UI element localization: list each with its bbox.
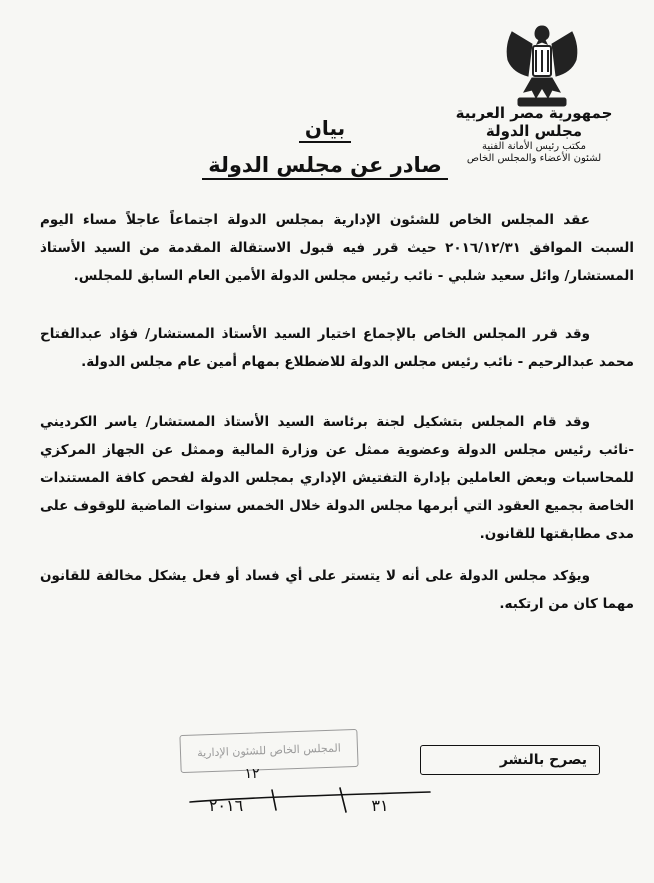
letterhead-department: لشئون الأعضاء والمجلس الخاص	[466, 153, 602, 164]
publish-approval-box	[420, 745, 600, 775]
title-statement: بيان	[299, 116, 351, 143]
paragraph-affirmation: ويؤكد مجلس الدولة على أنه لا يتستر على أي فساد أو فعل يشكل مخالفة للقانون مهما كان من ارتكبه.	[40, 568, 634, 612]
statement-body	[40, 206, 634, 618]
handwritten-day: ٣١	[371, 796, 389, 815]
handwritten-year: ٢٠١٦	[208, 796, 244, 815]
paragraph-committee: وقد قام المجلس بتشكيل لجنة برئاسة السيد الأستاذ المستشار/ ياسر الكرديني -نائب رئيس مجلس الدولة وعضوية ممثل عن وزارة المالية وممثل عن الجهاز المركزي للمحاسبات وبعض العاملين بإدارة التفتيش الإداري بمجلس الدولة لفحص كافة المستندات الخاصة بجميع العقود التي أبرمها مجلس الدولة خلال الخمس سنوات الماضية للوقوف على مدى مطابقتها للقانون.	[40, 414, 634, 542]
paragraph-appointment: وقد قرر المجلس الخاص بالإجماع اختيار السيد الأستاذ المستشار/ فؤاد عبدالفتاح محمد عبدالرحيم - نائب رئيس مجلس الدولة للاضطلاع بمهام أمين عام مجلس الدولة.	[40, 326, 634, 370]
paragraph-resignation: عقد المجلس الخاص للشئون الإدارية بمجلس الدولة اجتماعاً عاجلاً مساء اليوم السبت الموافق ٢٠١٦/١٢/٣١ حيث قرر فيه قبول الاستقالة المقدمة من السيد الأستاذ المستشار/ وائل سعيد شلبي - نائب رئيس مجلس الدولة الأمين العام السابق للمجلس.	[40, 212, 635, 284]
council-stamp: المجلس الخاص للشئون الإدارية	[179, 729, 358, 773]
document-title	[180, 116, 470, 180]
letterhead-country: جمهورية مصر العربية	[455, 104, 613, 122]
stamp-number: ١٢	[244, 766, 260, 782]
publish-approval-label: يصرح بالنشر	[499, 752, 587, 768]
letterhead-office: مكتب رئيس الأمانة الفنية	[482, 141, 586, 152]
eagle-emblem-icon	[502, 22, 582, 108]
letterhead-council: مجلس الدولة	[485, 122, 583, 140]
title-issuer: صادر عن مجلس الدولة	[202, 153, 448, 180]
